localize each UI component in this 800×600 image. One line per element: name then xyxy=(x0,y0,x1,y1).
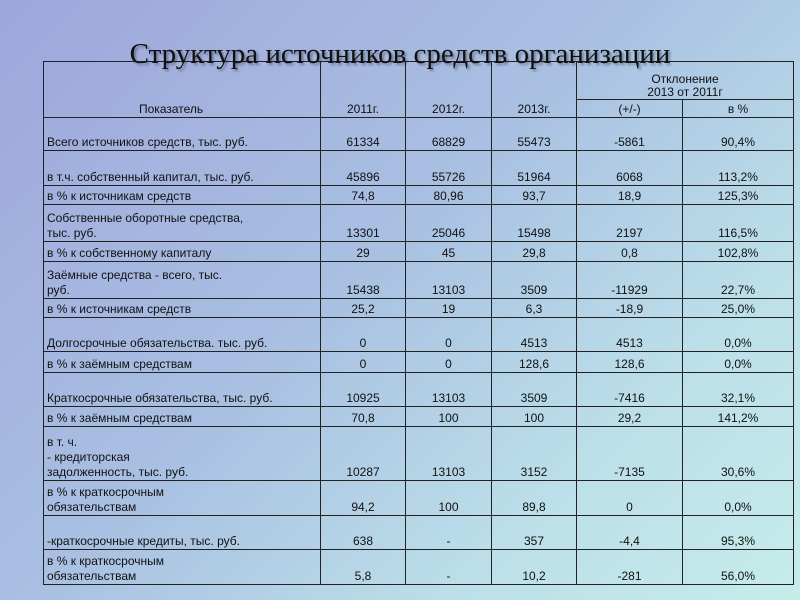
page-title: Структура источников средств организации xyxy=(129,38,671,70)
cell-2011: 25,2 xyxy=(321,299,406,318)
cell-deviation-abs: 6068 xyxy=(577,151,683,186)
cell-2013: 10,2 xyxy=(492,550,577,585)
cell-deviation-pct: 141,2% xyxy=(683,407,794,427)
cell-deviation-abs: -11929 xyxy=(577,262,683,299)
cell-2011: 0 xyxy=(321,352,406,373)
cell-deviation-abs: 29,2 xyxy=(577,407,683,427)
cell-deviation-pct: 0,0% xyxy=(683,318,794,352)
table-row xyxy=(44,481,794,516)
table-row xyxy=(44,550,794,585)
cell-2013: 3152 xyxy=(492,427,577,481)
cell-2011: 10287 xyxy=(321,427,406,481)
cell-2013: 93,7 xyxy=(492,186,577,205)
cell-2013: 89,8 xyxy=(492,481,577,516)
cell-2013: 128,6 xyxy=(492,352,577,373)
cell-2012: 68829 xyxy=(406,118,492,151)
table-row xyxy=(44,407,794,427)
cell-2011: 0 xyxy=(321,318,406,352)
row-label: Собственные оборотные средства, тыс. руб. xyxy=(44,205,321,242)
row-label: Всего источников средств, тыс. руб. xyxy=(44,118,321,151)
header-2012: 2012г. xyxy=(406,62,492,118)
row-label: в т.ч. собственный капитал, тыс. руб. xyxy=(44,151,321,186)
table-row xyxy=(44,151,794,186)
cell-deviation-pct: 90,4% xyxy=(683,118,794,151)
cell-deviation-pct: 30,6% xyxy=(683,427,794,481)
cell-2011: 15438 xyxy=(321,262,406,299)
cell-2011: 638 xyxy=(321,516,406,550)
cell-2013: 3509 xyxy=(492,373,577,407)
cell-deviation-pct: 25,0% xyxy=(683,299,794,318)
cell-2012: 45 xyxy=(406,242,492,262)
cell-deviation-abs: 4513 xyxy=(577,318,683,352)
row-label: Заёмные средства - всего, тыс. руб. xyxy=(44,262,321,299)
cell-deviation-abs: 128,6 xyxy=(577,352,683,373)
cell-2012: 100 xyxy=(406,481,492,516)
header-pct: в % xyxy=(683,100,794,118)
table-row xyxy=(44,516,794,550)
table-row xyxy=(44,318,794,352)
cell-deviation-pct: 56,0% xyxy=(683,550,794,585)
cell-deviation-pct: 0,0% xyxy=(683,352,794,373)
cell-2012: 80,96 xyxy=(406,186,492,205)
cell-deviation-pct: 32,1% xyxy=(683,373,794,407)
cell-deviation-pct: 113,2% xyxy=(683,151,794,186)
row-label: в % к источникам средств xyxy=(44,299,321,318)
row-label: в т. ч. - кредиторская задолженность, тыс. руб. xyxy=(44,427,321,481)
row-label: Краткосрочные обязательства, тыс. руб. xyxy=(44,373,321,407)
cell-2013: 357 xyxy=(492,516,577,550)
cell-deviation-abs: -7135 xyxy=(577,427,683,481)
cell-2012: 55726 xyxy=(406,151,492,186)
cell-deviation-abs: 18,9 xyxy=(577,186,683,205)
table-row xyxy=(44,352,794,373)
row-label: в % к краткосрочным обязательствам xyxy=(44,550,321,585)
table-row xyxy=(44,205,794,242)
cell-2012: - xyxy=(406,516,492,550)
header-abs: (+/-) xyxy=(577,100,683,118)
cell-2013: 100 xyxy=(492,407,577,427)
row-label: Долгосрочные обязательства. тыс. руб. xyxy=(44,318,321,352)
table-row xyxy=(44,373,794,407)
cell-2012: 13103 xyxy=(406,427,492,481)
cell-2011: 70,8 xyxy=(321,407,406,427)
cell-2013: 55473 xyxy=(492,118,577,151)
cell-deviation-abs: -18,9 xyxy=(577,299,683,318)
cell-deviation-abs: 2197 xyxy=(577,205,683,242)
cell-2013: 51964 xyxy=(492,151,577,186)
cell-2011: 74,8 xyxy=(321,186,406,205)
cell-2011: 29 xyxy=(321,242,406,262)
cell-deviation-pct: 116,5% xyxy=(683,205,794,242)
header-deviation: Отклонение 2013 от 2011г xyxy=(577,62,794,100)
cell-2012: - xyxy=(406,550,492,585)
cell-2012: 25046 xyxy=(406,205,492,242)
cell-2013: 4513 xyxy=(492,318,577,352)
cell-deviation-pct: 22,7% xyxy=(683,262,794,299)
cell-2011: 94,2 xyxy=(321,481,406,516)
cell-deviation-abs: -7416 xyxy=(577,373,683,407)
header-2013: 2013г. xyxy=(492,62,577,118)
cell-2011: 13301 xyxy=(321,205,406,242)
cell-deviation-abs: 0 xyxy=(577,481,683,516)
cell-2013: 15498 xyxy=(492,205,577,242)
cell-2013: 6,3 xyxy=(492,299,577,318)
row-label: в % к краткосрочным обязательствам xyxy=(44,481,321,516)
header-indicator: Показатель xyxy=(44,62,321,118)
cell-2012: 13103 xyxy=(406,373,492,407)
header-2011: 2011г. xyxy=(321,62,406,118)
cell-deviation-abs: 0,8 xyxy=(577,242,683,262)
table-row xyxy=(44,242,794,262)
sources-table xyxy=(43,61,794,585)
table-row xyxy=(44,118,794,151)
cell-2013: 29,8 xyxy=(492,242,577,262)
cell-2011: 45896 xyxy=(321,151,406,186)
cell-2013: 3509 xyxy=(492,262,577,299)
cell-2012: 0 xyxy=(406,352,492,373)
table-row xyxy=(44,299,794,318)
table-row xyxy=(44,427,794,481)
table-body xyxy=(44,118,794,585)
cell-2012: 0 xyxy=(406,318,492,352)
cell-2012: 100 xyxy=(406,407,492,427)
cell-2011: 61334 xyxy=(321,118,406,151)
cell-deviation-pct: 0,0% xyxy=(683,481,794,516)
cell-2012: 19 xyxy=(406,299,492,318)
cell-2011: 10925 xyxy=(321,373,406,407)
row-label: -краткосрочные кредиты, тыс. руб. xyxy=(44,516,321,550)
cell-deviation-abs: -281 xyxy=(577,550,683,585)
row-label: в % к собственному капиталу xyxy=(44,242,321,262)
row-label: в % к заёмным средствам xyxy=(44,407,321,427)
cell-2011: 5,8 xyxy=(321,550,406,585)
table-row xyxy=(44,186,794,205)
cell-2012: 13103 xyxy=(406,262,492,299)
cell-deviation-pct: 102,8% xyxy=(683,242,794,262)
cell-deviation-pct: 125,3% xyxy=(683,186,794,205)
table-row xyxy=(44,262,794,299)
cell-deviation-abs: -4,4 xyxy=(577,516,683,550)
row-label: в % к источникам средств xyxy=(44,186,321,205)
cell-deviation-pct: 95,3% xyxy=(683,516,794,550)
cell-deviation-abs: -5861 xyxy=(577,118,683,151)
row-label: в % к заёмным средствам xyxy=(44,352,321,373)
